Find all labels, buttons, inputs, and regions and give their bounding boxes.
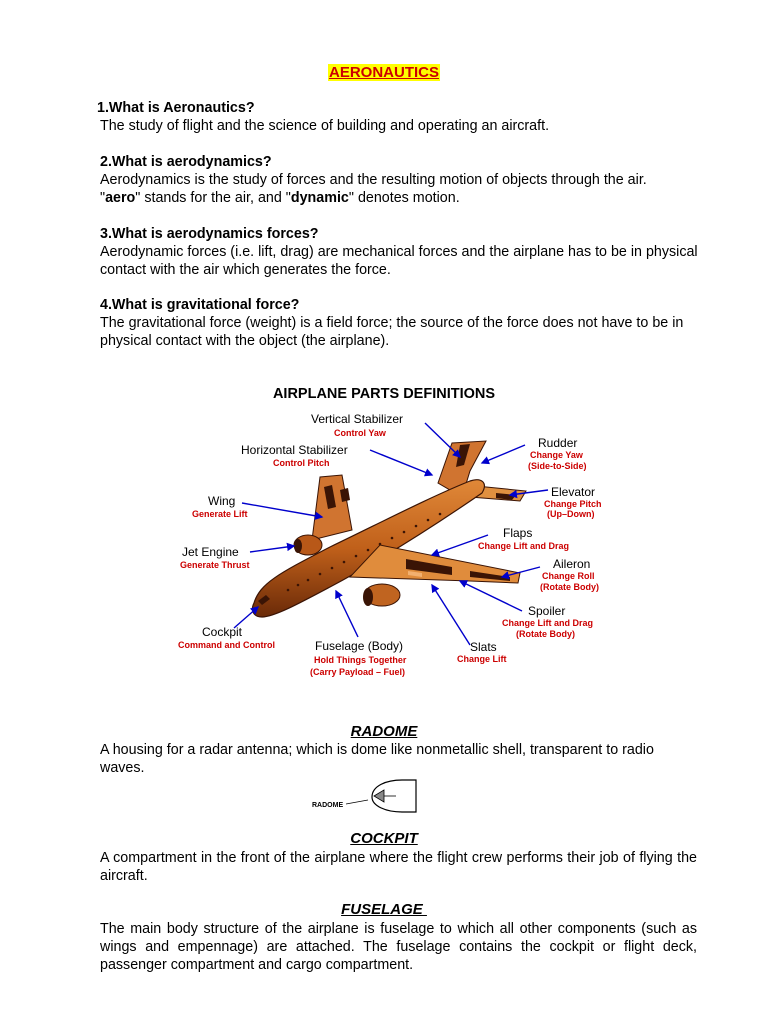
part-cockpit	[178, 625, 275, 650]
part-spoiler	[502, 604, 593, 639]
part-flaps	[478, 526, 569, 551]
vertical-stabilizer-desc: Control Yaw	[334, 428, 386, 438]
rudder-desc-1: Change Yaw	[530, 450, 583, 460]
part-elevator	[544, 485, 602, 519]
question-4-answer: The gravitational force (weight) is a field force; the source of the force does not have to be in physical contact with the object (the airplane).	[100, 315, 684, 349]
question-3-heading: 3.What is aerodynamics forces?	[100, 226, 319, 242]
question-1	[97, 99, 700, 135]
spoiler-label: Spoiler	[528, 604, 566, 618]
elevator-desc-1: Change Pitch	[544, 499, 602, 509]
term-dynamic: dynamic	[290, 190, 349, 206]
wing-label: Wing	[208, 494, 236, 508]
rudder-label: Rudder	[538, 436, 578, 450]
question-1-answer: The study of flight and the science of building and operating an aircraft.	[100, 118, 550, 134]
quote-mark: "	[100, 190, 106, 206]
part-fuselage	[310, 639, 407, 677]
radome-figure-label: RADOME	[312, 802, 344, 809]
slats-desc: Change Lift	[457, 654, 507, 664]
question-2-answer-line1: Aerodynamics is the study of forces and the resulting motion of objects through the air.	[100, 172, 647, 188]
question-1-heading: 1.What is Aeronautics?	[97, 100, 255, 116]
cockpit-label: Cockpit	[202, 625, 243, 639]
elevator-label: Elevator	[551, 485, 596, 499]
wing-desc: Generate Lift	[192, 509, 248, 519]
fuselage-label: Fuselage (Body)	[315, 639, 404, 653]
far-engine-intake	[294, 539, 302, 553]
fuselage-heading: FUSELAGE	[341, 901, 427, 918]
radome-text: A housing for a radar antenna; which is dome like nonmetallic shell, transparent to radio waves.	[100, 742, 654, 776]
diagram-heading: AIRPLANE PARTS DEFINITIONS	[272, 386, 496, 402]
document-title-text: AERONAUTICS	[328, 64, 439, 81]
part-rudder	[528, 436, 587, 471]
aileron-desc-2: (Rotate Body)	[540, 582, 599, 592]
question-4-heading: 4.What is gravitational force?	[100, 297, 300, 313]
question-4	[100, 296, 700, 350]
spoiler-desc-1: Change Lift and Drag	[502, 618, 594, 628]
part-jet-engine	[180, 545, 250, 570]
horizontal-stabilizer-label: Horizontal Stabilizer	[241, 443, 348, 457]
answer-end-text: " denotes motion.	[348, 190, 460, 206]
part-wing	[192, 494, 248, 519]
answer-mid-text: " stands for the air, and "	[135, 190, 291, 206]
question-2-answer-line2	[100, 189, 700, 207]
radome-figure	[310, 776, 430, 818]
fuselage-desc-2: (Carry Payload – Fuel)	[310, 667, 406, 677]
flaps-label: Flaps	[503, 526, 533, 540]
question-2-heading: 2.What is aerodynamics?	[100, 154, 272, 170]
aileron-desc-1: Change Roll	[542, 571, 595, 581]
jet-engine-label: Jet Engine	[182, 545, 239, 559]
aileron-label: Aileron	[553, 557, 591, 571]
slats-label: Slats	[470, 640, 497, 654]
elevator-desc-2: (Up–Down)	[547, 509, 595, 519]
jet-engine-desc: Generate Thrust	[180, 560, 250, 570]
question-3	[100, 225, 700, 279]
cockpit-text: A compartment in the front of the airplane where the flight crew performs their job of flying the aircraft.	[100, 850, 697, 884]
term-aero: aero	[105, 190, 136, 206]
part-horizontal-stabilizer	[241, 443, 348, 468]
part-vertical-stabilizer	[311, 412, 403, 438]
cockpit-desc: Command and Control	[178, 640, 275, 650]
document-title	[0, 64, 768, 82]
part-slats	[457, 640, 507, 664]
airplane-diagram	[170, 405, 620, 685]
fuselage-text: The main body structure of the airplane is fuselage to which all other components (such as wings and empennage) are attached. The fuselage contains the cockpit or flight deck, passenger compartment and cargo compartment.	[100, 921, 697, 973]
question-2	[100, 153, 700, 207]
spoiler-desc-2: (Rotate Body)	[516, 629, 575, 639]
rudder-desc-2: (Side-to-Side)	[528, 461, 587, 471]
question-3-answer: Aerodynamic forces (i.e. lift, drag) are mechanical forces and the airplane has to be in physical contact with the air which generates the force.	[100, 244, 698, 278]
flaps-desc: Change Lift and Drag	[478, 541, 570, 551]
horizontal-stabilizer-desc: Control Pitch	[273, 458, 330, 468]
part-aileron	[540, 557, 599, 592]
near-engine-intake	[363, 588, 373, 606]
vertical-stabilizer-label: Vertical Stabilizer	[311, 412, 404, 426]
fuselage-desc-1: Hold Things Together	[314, 655, 407, 665]
radome-heading: RADOME	[350, 723, 418, 740]
cockpit-heading: COCKPIT	[350, 830, 418, 847]
